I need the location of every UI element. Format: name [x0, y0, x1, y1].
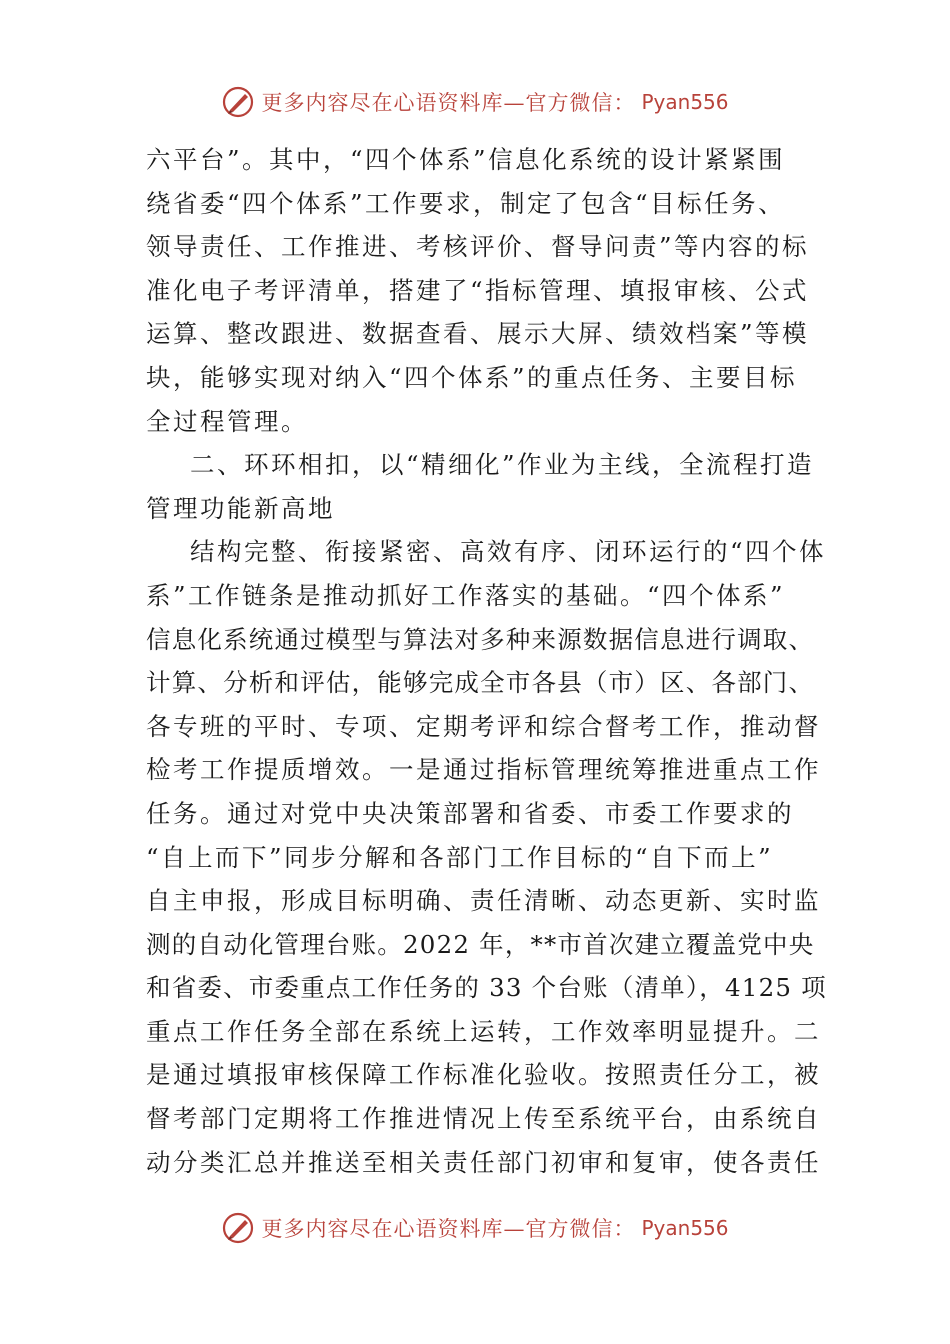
text-line: 自主申报，形成目标明确、责任清晰、动态更新、实时监: [146, 886, 821, 916]
text-line: 重点工作任务全部在系统上运转，工作效率明显提升。二: [146, 1016, 821, 1046]
text-line: 系”工作链条是推动抓好工作落实的基础。“四个体系”: [146, 580, 786, 610]
text-line: 六平台”。其中，“四个体系”信息化系统的设计紧紧围: [146, 145, 786, 174]
text-line: 结构完整、衔接紧密、高效有序、闭环运行的“四个体: [190, 537, 827, 567]
text-line: 是通过填报审核保障工作标准化验收。按照责任分工，被: [146, 1060, 821, 1090]
text-line: 计算、分析和评估，能够完成全市各县（市）区、各部门、: [146, 668, 815, 698]
pen-logo-icon: [221, 1211, 255, 1245]
text-line: 准化电子考评清单，搭建了“指标管理、填报审核、公式: [146, 275, 810, 305]
section-heading-line: 管理功能新高地: [146, 493, 335, 523]
banner-text: 更多内容尽在心语资料库—官方微信：: [261, 91, 636, 115]
text-line: 绕省委“四个体系”工作要求，制定了包含“目标任务、: [146, 188, 786, 218]
text-line: 和省委、市委重点工作任务的 33 个台账（清单），4125 项: [146, 973, 827, 1003]
section-heading-line: 二、环环相扣，以“精细化”作业为主线，全流程打造: [190, 450, 815, 480]
text-line: 测的自动化管理台账。2022 年，**市首次建立覆盖党中央: [146, 929, 815, 959]
text-line: 各专班的平时、专项、定期考评和综合督考工作，推动督: [146, 711, 821, 741]
text-line: 运算、整改跟进、数据查看、展示大屏、绩效档案”等模: [146, 319, 810, 349]
text-line: 全过程管理。: [146, 406, 308, 436]
text-line: 块，能够实现对纳入“四个体系”的重点任务、主要目标: [146, 362, 798, 392]
pen-logo-icon: [221, 85, 255, 119]
text-line: 信息化系统通过模型与算法对多种来源数据信息进行调取、: [146, 624, 815, 654]
banner-handle: Pyan556: [641, 1216, 729, 1240]
banner-handle: Pyan556: [641, 90, 729, 114]
text-line: 检考工作提质增效。一是通过指标管理统筹推进重点工作: [146, 755, 821, 785]
text-line: 任务。通过对党中央决策部署和省委、市委工作要求的: [146, 798, 794, 828]
text-line: 动分类汇总并推送至相关责任部门初审和复审，使各责任: [146, 1147, 821, 1177]
document-body: [146, 138, 827, 1184]
text-line: 督考部门定期将工作推进情况上传至系统平台，由系统自: [146, 1104, 821, 1134]
header-banner: [0, 82, 950, 122]
text-line: 领导责任、工作推进、考核评价、督导问责”等内容的标: [146, 232, 810, 262]
text-line: “自上而下”同步分解和各部门工作目标的“自下而上”: [146, 842, 774, 872]
banner-text: 更多内容尽在心语资料库—官方微信：: [261, 1217, 636, 1241]
footer-banner: [0, 1208, 950, 1248]
